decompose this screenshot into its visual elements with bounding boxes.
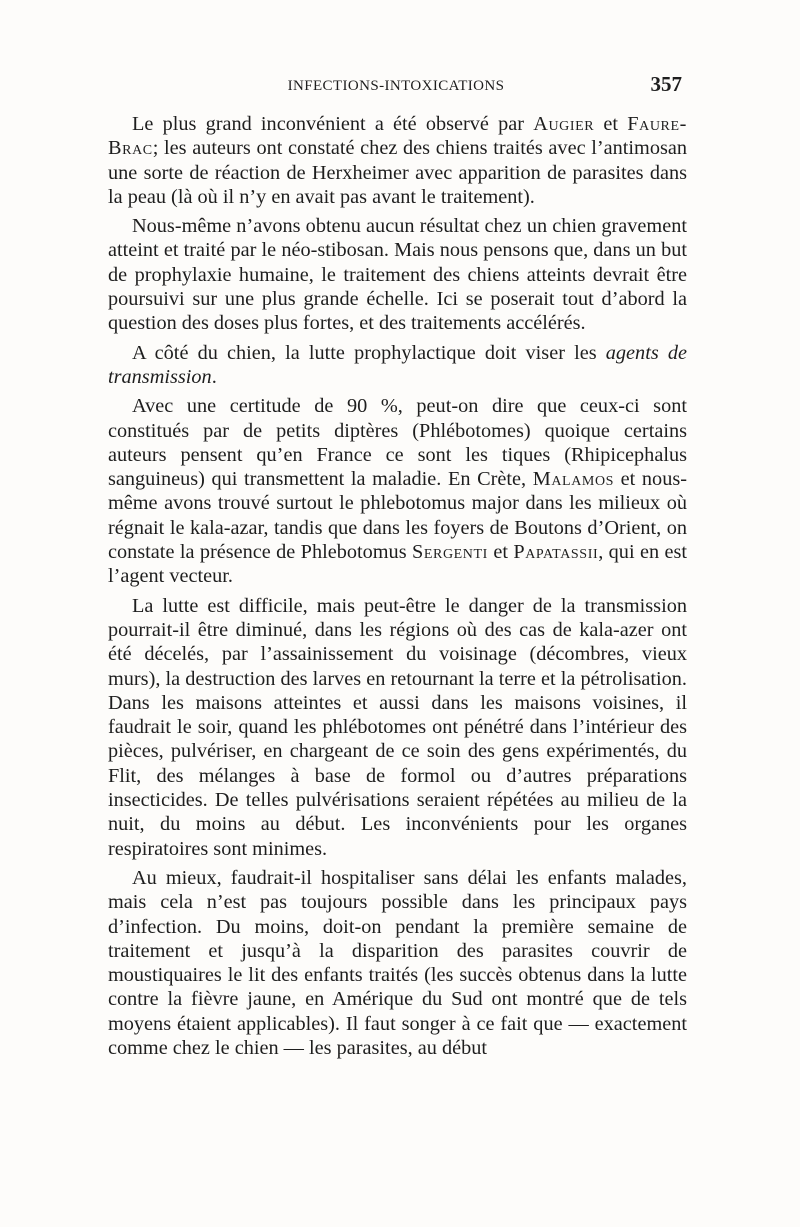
paragraph bbox=[108, 866, 687, 1060]
text-run: Avec une certitude de 90 %, peut-on dire que ceux-ci sont constitués par de petits diptères (Phlébotomes) quoique certains auteurs pensent qu’en France ce sont les tiques (Rhipicephalus sanguineus) qui transmettent la maladie. En Crète, bbox=[108, 395, 687, 491]
author-name: Faure-Brac bbox=[108, 113, 687, 160]
text-run: A côté du chien, la lutte prophylactique doit viser les bbox=[132, 341, 606, 364]
text-run: Nous-même n’avons obtenu aucun résultat chez un chien gravement atteint et traité par le néo-stibosan. Mais nous pensons que, dans un but de prophylaxie humaine, le traitement des chiens atteints devrait être poursuivi sur une plus grande échelle. Ici se poserait tout d’abord la question des doses plus fortes, et des traitements accélérés. bbox=[108, 215, 687, 335]
paragraph bbox=[108, 341, 687, 390]
text-run: et bbox=[594, 113, 628, 135]
paragraph bbox=[108, 594, 687, 861]
paragraph bbox=[108, 112, 687, 209]
paragraph bbox=[108, 394, 687, 588]
paragraph bbox=[108, 214, 687, 335]
text-run: La lutte est difficile, mais peut-être le danger de la transmission pourrait-il être diminué, dans les régions où des cas de kala-azer ont été décelés, par l’assainissement du voisinage (décombres, vieux murs), la destruction des larves en retournant la terre et la pétrolisation. Dans les maisons atteintes et aussi dans les maisons voisines, il faudrait le soir, quand les phlébotomes ont pénétré dans l’intérieur des pièces, pulvériser, en chargeant de ce soin des gens expérimentés, du Flit, des mélanges à base de formol ou d’autres préparations insecticides. De telles pulvérisations seraient répétées au milieu de la nuit, du moins au début. Les inconvénients pour les organes respiratoires sont minimes. bbox=[108, 594, 687, 860]
running-head: INFECTIONS-INTOXICATIONS bbox=[287, 78, 505, 94]
page-header bbox=[108, 74, 684, 104]
text-run: Au mieux, faudrait-il hospitaliser sans délai les enfants malades, mais cela n’est pas toujours possible dans les principaux pays d’infection. Du moins, doit-on pendant la première semaine de traitement et jusqu’à la disparition des parasites couvrir de moustiquaires le lit des enfants traités (les succès obtenus dans la lutte contre la fièvre jaune, en Amérique du Sud ont montré que de tels moyens étaient applicables). Il faut songer à ce fait que — exactement comme chez le chien — les parasites, au début bbox=[108, 866, 687, 1059]
text-run: ; les auteurs ont constaté chez des chiens traités avec l’antimosan une sorte de réaction de Herxheimer avec apparition de parasites dans la peau (là où il n’y en avait pas avant le traitement). bbox=[108, 137, 687, 208]
text-run: , qui en est l’agent vecteur. bbox=[108, 541, 688, 588]
page-number: 357 bbox=[650, 72, 682, 96]
text-run: . bbox=[211, 365, 217, 388]
author-name: Augier bbox=[533, 113, 595, 135]
text-run: Le plus grand inconvénient a été observé par bbox=[132, 113, 534, 135]
text-run: et nous-même avons trouvé surtout le phlebotomus major dans les milieux où régnait le kala-azar, tandis que dans les foyers de Boutons d’Orient, on constate la présence de Phlebotomus bbox=[108, 468, 687, 564]
author-name: Papatassii bbox=[513, 541, 599, 564]
text-run: et bbox=[487, 541, 514, 564]
author-name: Malamos bbox=[532, 468, 615, 491]
body-text bbox=[108, 112, 687, 1065]
author-name: Sergenti bbox=[411, 541, 488, 564]
emphasis-text: agents de transmission bbox=[108, 341, 687, 388]
